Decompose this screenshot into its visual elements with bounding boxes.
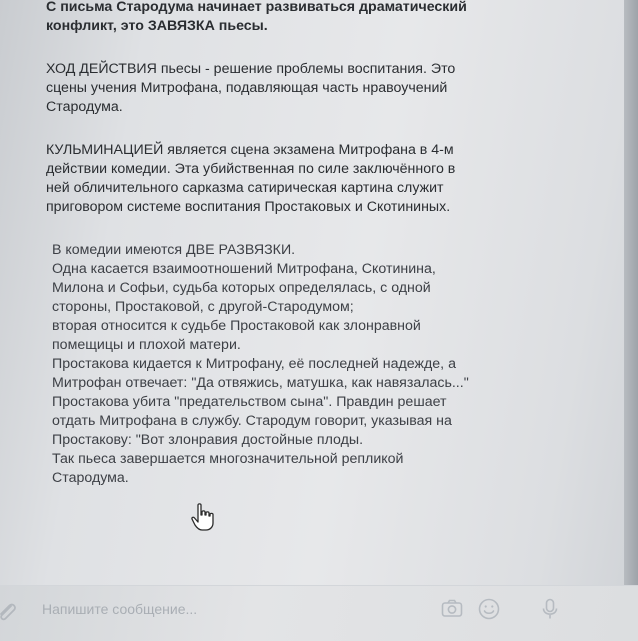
text-line: действии комедии. Эта убийственная по силе заключённого в xyxy=(46,161,456,177)
text-line: ХОД ДЕЙСТВИЯ пьесы - решение проблемы воспитания. Это xyxy=(46,61,456,77)
microphone-icon[interactable] xyxy=(538,597,562,621)
text-line: ней обличительного сарказма сатирическая картина служит xyxy=(46,180,444,196)
text-line: Милона и Софьи, судьба которых определялась, с одной xyxy=(52,280,431,296)
text-line: Стародума. xyxy=(52,470,129,486)
paragraph-hod-deystviya xyxy=(46,60,516,117)
paragraph-kulminaciya xyxy=(46,141,516,217)
text-line: С письма Стародума начинает развиваться драматический xyxy=(46,0,467,15)
text-line: конфликт, это ЗАВЯЗКА пьесы. xyxy=(46,18,268,34)
text-line: стороны, Простаковой, с другой-Стародумом; xyxy=(52,299,354,315)
text-line: приговором системе воспитания Простаковых и Скотининых. xyxy=(46,199,451,215)
message-text xyxy=(46,0,516,507)
message-input[interactable] xyxy=(40,596,424,622)
text-line: отдать Митрофана в службу. Стародум говорит, указывая на xyxy=(52,413,452,429)
text-line: КУЛЬМИНАЦИЕЙ является сцена экзамена Митрофана в 4-м xyxy=(46,142,454,158)
text-line: вторая относится к судьбе Простаковой как злонравной xyxy=(52,318,421,334)
paperclip-icon[interactable] xyxy=(0,600,18,626)
text-line: Стародума. xyxy=(46,99,123,115)
text-line: Простакова кидается к Митрофану, её последней надежде, а xyxy=(52,356,456,372)
paragraph-razvyazki xyxy=(52,241,516,488)
text-line: Простакову: "Вот злонравия достойные плоды. xyxy=(52,432,364,448)
smile-icon[interactable] xyxy=(477,597,501,621)
text-line: помещицы и плохой матери. xyxy=(52,337,241,353)
hand-cursor-icon xyxy=(190,502,216,532)
compose-bar xyxy=(0,585,638,641)
text-line: Митрофан отвечает: "Да отвяжись, матушка, как навязалась..." xyxy=(52,375,469,391)
text-line: сцены учения Митрофана, подавляющая часть нравоучений xyxy=(46,80,448,96)
text-line: Одна касается взаимоотношений Митрофана, Скотинина, xyxy=(52,261,436,277)
text-line: Так пьеса завершается многозначительной репликой xyxy=(52,451,404,467)
camera-icon[interactable] xyxy=(440,597,464,621)
paragraph-zavyazka xyxy=(46,0,516,36)
text-line: В комедии имеются ДВЕ РАЗВЯЗКИ. xyxy=(52,242,296,258)
text-line: Простакова убита "предательством сына". Правдин решает xyxy=(52,394,447,410)
monitor-bezel xyxy=(624,0,638,640)
